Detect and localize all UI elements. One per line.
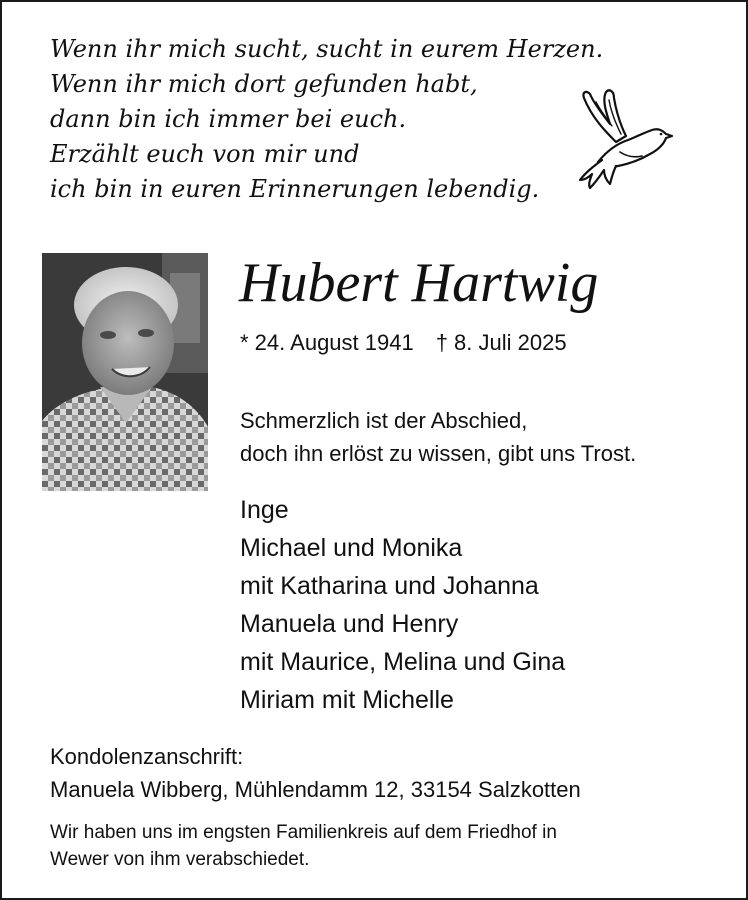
poem — [50, 32, 603, 207]
poem-line: Erzählt euch von mir und — [50, 140, 360, 168]
poem-line: Wenn ihr mich sucht, sucht in eurem Herzen. — [50, 35, 604, 63]
address-label: Kondolenzanschrift: — [50, 744, 244, 769]
poem-line: Wenn ihr mich dort gefunden habt, — [50, 70, 478, 98]
family-line: Inge — [240, 496, 289, 524]
quote-line: doch ihn erlöst zu wissen, gibt uns Trost. — [240, 441, 637, 466]
family-line: Miriam mit Michelle — [240, 686, 454, 714]
family-line: Michael und Monika — [240, 534, 463, 562]
family-list — [240, 491, 565, 719]
condolence-address — [50, 740, 581, 806]
address-value: Manuela Wibberg, Mühlendamm 12, 33154 Salzkotten — [50, 777, 581, 802]
portrait-photo — [42, 253, 208, 491]
consolation-quote — [240, 404, 636, 470]
note-line: Wewer von ihm verabschiedet. — [50, 849, 310, 870]
poem-line: dann bin ich immer bei euch. — [50, 105, 407, 133]
life-dates — [240, 328, 567, 358]
family-line: Manuela und Henry — [240, 610, 459, 638]
poem-line: ich bin in euren Erinnerungen lebendig. — [50, 175, 540, 203]
family-line: mit Katharina und Johanna — [240, 572, 539, 600]
death-date: † 8. Juli 2025 — [435, 330, 567, 355]
family-line: mit Maurice, Melina und Gina — [240, 648, 566, 676]
funeral-note — [50, 819, 557, 873]
birth-date: * 24. August 1941 — [240, 330, 414, 355]
dove-icon — [576, 80, 676, 190]
note-line: Wir haben uns im engsten Familienkreis auf dem Friedhof in — [50, 822, 557, 843]
deceased-name: Hubert Hartwig — [239, 252, 599, 314]
quote-line: Schmerzlich ist der Abschied, — [240, 408, 528, 433]
